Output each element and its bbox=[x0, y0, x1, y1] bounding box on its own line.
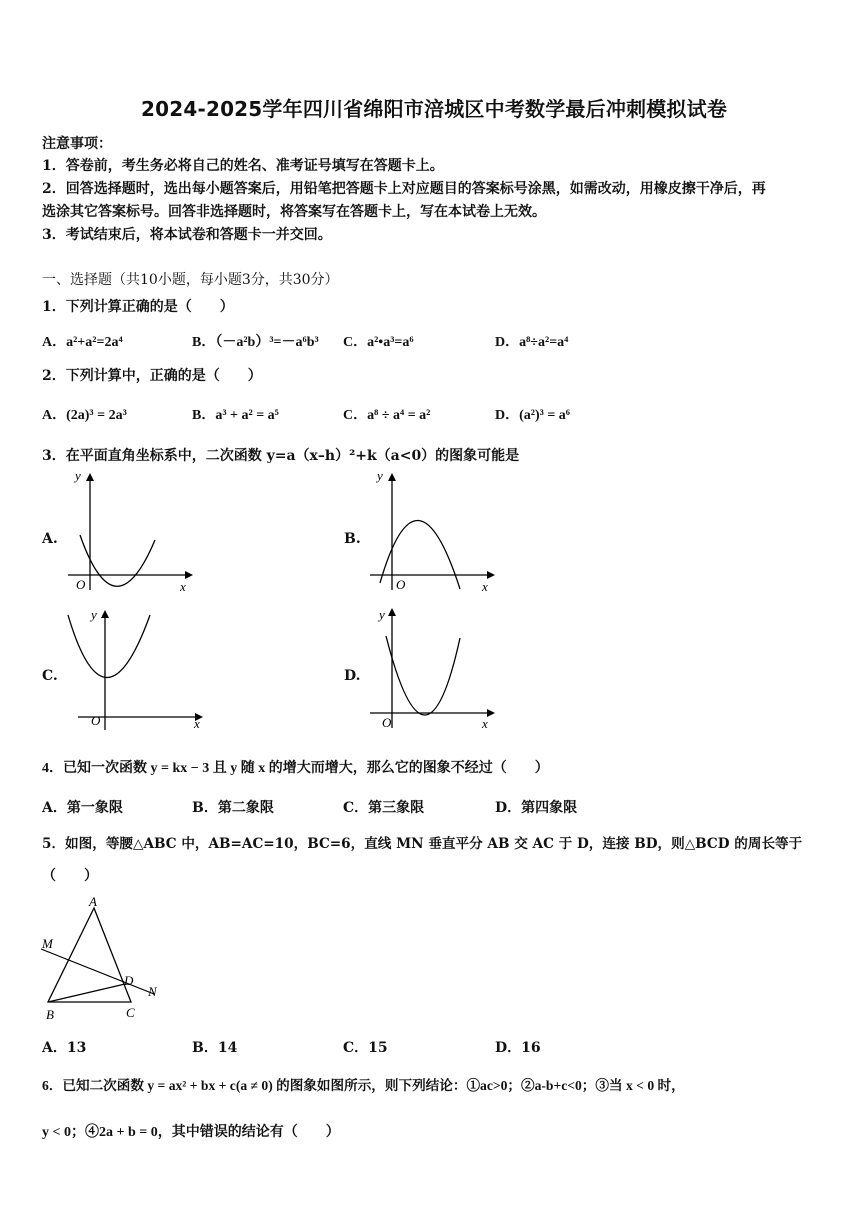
notice-item-1: 1．答卷前，考生务必将自己的姓名、准考证号填写在答题卡上。 bbox=[42, 158, 444, 174]
q1-option-d: D．a⁸÷a²=a⁴ bbox=[495, 335, 569, 350]
q5-option-d: D．16 bbox=[495, 1040, 541, 1056]
y-axis-label: y bbox=[75, 468, 81, 483]
notice-item-2-cont: 选涂其它答案标号。回答非选择题时，将答案写在答题卡上，写在本试卷上无效。 bbox=[42, 204, 546, 220]
q5-triangle-figure bbox=[36, 892, 166, 1022]
q3-label-b: B. bbox=[344, 531, 361, 547]
q5-option-a: A．13 bbox=[42, 1040, 87, 1056]
page-title: 2024-2025学年四川省绵阳市涪城区中考数学最后冲刺模拟试卷 bbox=[140, 97, 728, 121]
origin-label: O bbox=[91, 713, 101, 728]
q4-option-c: C．第三象限 bbox=[343, 800, 425, 816]
x-axis-label: x bbox=[482, 716, 488, 731]
q5-stem-cont: （ ） bbox=[42, 868, 98, 884]
q4-stem: 4．已知一次函数 y = kx − 3 且 y 随 x 的增大而增大，那么它的图象不经过（ ） bbox=[42, 761, 549, 776]
q1-stem: 1．下列计算正确的是（ ） bbox=[42, 299, 234, 315]
q6-stem-line1: 6．已知二次函数 y = ax² + bx + c(a ≠ 0) 的图象如图所示，则下列结论：①ac>0；②a-b+c<0；③当 x < 0 时， bbox=[42, 1078, 685, 1093]
y-axis-label: y bbox=[379, 607, 385, 622]
q4-option-d: D．第四象限 bbox=[495, 800, 578, 816]
q1-option-a: A．a²+a²=2a⁴ bbox=[42, 335, 123, 350]
q3-graph-a bbox=[60, 465, 200, 595]
point-n-label: N bbox=[148, 984, 157, 999]
q4-option-a: A．第一象限 bbox=[42, 800, 123, 816]
q3-label-a: A. bbox=[42, 531, 58, 547]
q3-label-c: C. bbox=[42, 668, 58, 684]
point-b-label: B bbox=[46, 1007, 54, 1022]
notice-heading: 注意事项： bbox=[42, 136, 112, 152]
point-d-label: D bbox=[124, 973, 134, 988]
point-c-label: C bbox=[126, 1005, 135, 1020]
origin-label: O bbox=[76, 577, 86, 592]
notice-item-2: 2．回答选择题时，选出每小题答案后，用铅笔把答题卡上对应题目的答案标号涂黑，如需改动，用橡皮擦干净后，再 bbox=[42, 181, 766, 197]
x-axis-label: x bbox=[482, 579, 488, 594]
q1-option-c: C．a²•a³=a⁶ bbox=[343, 335, 414, 350]
q3-stem: 3．在平面直角坐标系中，二次函数 y=a（x–h）²+k（a<0）的图象可能是 bbox=[42, 448, 520, 464]
section-heading: 一、选择题（共10小题，每小题3分，共30分） bbox=[42, 272, 339, 288]
q2-option-d: D．(a²)³ = a⁶ bbox=[495, 408, 571, 423]
origin-label: O bbox=[396, 577, 406, 592]
y-axis-label: y bbox=[377, 468, 383, 483]
q3-graph-c bbox=[60, 600, 210, 735]
q3-graph-b bbox=[362, 465, 502, 595]
q3-graph-d bbox=[362, 600, 502, 735]
q2-option-c: C．a⁸ ÷ a⁴ = a² bbox=[343, 408, 431, 423]
point-m-label: M bbox=[42, 936, 53, 951]
q2-stem: 2．下列计算中，正确的是（ ） bbox=[42, 368, 262, 384]
q4-option-b: B．第二象限 bbox=[192, 800, 274, 816]
q5-stem: 5．如图，等腰△ABC 中，AB=AC=10，BC=6，直线 MN 垂直平分 AB 交 AC 于 D，连接 BD，则△BCD 的周长等于 bbox=[42, 836, 803, 852]
origin-label: O bbox=[382, 715, 392, 730]
q5-option-c: C．15 bbox=[343, 1040, 388, 1056]
notice-item-3: 3．考试结束后，将本试卷和答题卡一并交回。 bbox=[42, 227, 332, 243]
point-a-label: A bbox=[89, 894, 97, 909]
q2-option-a: A．(2a)³ = 2a³ bbox=[42, 408, 127, 423]
q1-option-b: B．（－a²b）³=－a⁶b³ bbox=[192, 335, 319, 350]
q6-stem-line2: y < 0；④2a + b = 0，其中错误的结论有（ ） bbox=[42, 1125, 340, 1140]
q2-option-b: B．a³ + a² = a⁵ bbox=[192, 408, 279, 423]
x-axis-label: x bbox=[180, 579, 186, 594]
q3-label-d: D. bbox=[344, 668, 361, 684]
y-axis-label: y bbox=[91, 607, 97, 622]
x-axis-label: x bbox=[194, 716, 200, 731]
q5-option-b: B．14 bbox=[192, 1040, 238, 1056]
